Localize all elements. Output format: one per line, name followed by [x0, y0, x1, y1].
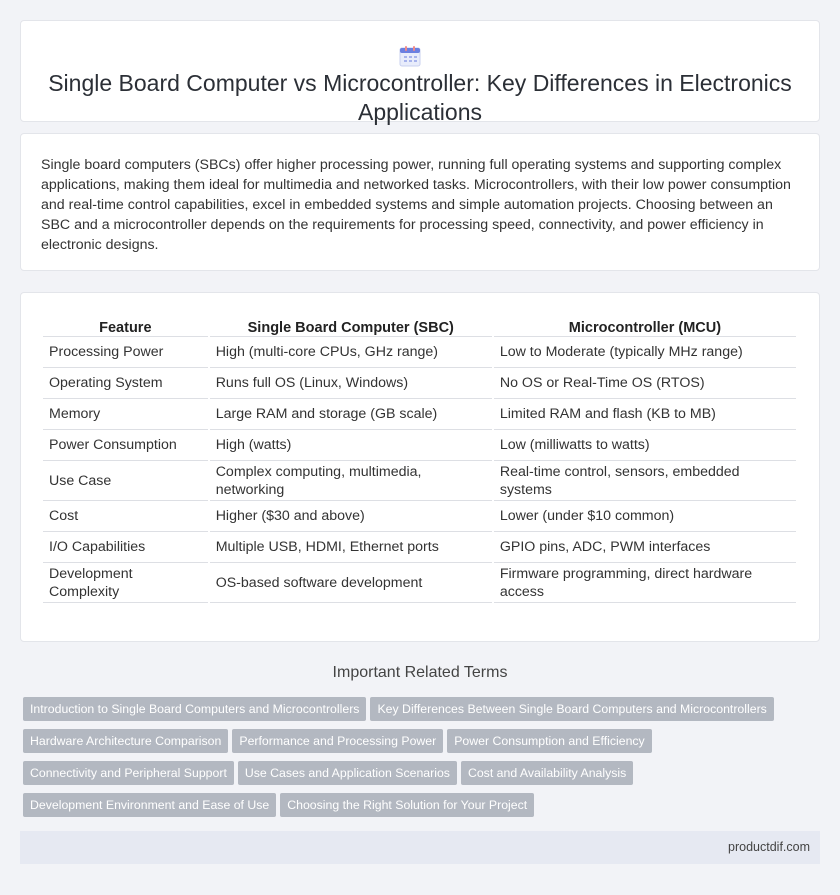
- table-row: [43, 501, 796, 532]
- title-wrap: [21, 45, 819, 127]
- sbc-cell: High (multi-core CPUs, GHz range): [210, 337, 492, 368]
- calendar-icon: [399, 45, 421, 67]
- related-tag[interactable]: Hardware Architecture Comparison: [23, 729, 228, 753]
- feature-cell: Power Consumption: [43, 430, 208, 461]
- related-tag[interactable]: Performance and Processing Power: [232, 729, 443, 753]
- feature-cell: I/O Capabilities: [43, 532, 208, 563]
- mcu-cell: Real-time control, sensors, embedded systems: [494, 461, 796, 501]
- sbc-cell: Multiple USB, HDMI, Ethernet ports: [210, 532, 492, 563]
- feature-cell: Cost: [43, 501, 208, 532]
- sbc-cell: Higher ($30 and above): [210, 501, 492, 532]
- table-row: [43, 399, 796, 430]
- mcu-cell: Lower (under $10 common): [494, 501, 796, 532]
- footer: [20, 831, 820, 864]
- comparison-table: [41, 315, 798, 603]
- feature-cell: Memory: [43, 399, 208, 430]
- related-tag[interactable]: Power Consumption and Efficiency: [447, 729, 651, 753]
- related-tag[interactable]: Key Differences Between Single Board Computers and Microcontrollers: [370, 697, 773, 721]
- table-row: [43, 563, 796, 603]
- sbc-cell: Large RAM and storage (GB scale): [210, 399, 492, 430]
- related-tag[interactable]: Development Environment and Ease of Use: [23, 793, 276, 817]
- table-row: [43, 368, 796, 399]
- related-terms-title: Important Related Terms: [332, 664, 508, 681]
- footer-site-link[interactable]: productdif.com: [728, 840, 810, 854]
- feature-cell: Operating System: [43, 368, 208, 399]
- header-card: [20, 20, 820, 125]
- table-row: [43, 532, 796, 563]
- header-mcu: Microcontroller (MCU): [494, 315, 796, 337]
- mcu-cell: No OS or Real-Time OS (RTOS): [494, 368, 796, 399]
- sbc-cell: Runs full OS (Linux, Windows): [210, 368, 492, 399]
- sbc-cell: Complex computing, multimedia, networking: [210, 461, 492, 501]
- related-tag[interactable]: Choosing the Right Solution for Your Project: [280, 793, 534, 817]
- intro-card: [20, 133, 820, 271]
- related-tag[interactable]: Cost and Availability Analysis: [461, 761, 633, 785]
- mcu-cell: GPIO pins, ADC, PWM interfaces: [494, 532, 796, 563]
- mcu-cell: Low (milliwatts to watts): [494, 430, 796, 461]
- sbc-cell: OS-based software development: [210, 563, 492, 603]
- page-title: Single Board Computer vs Microcontroller: Key Differences in Electronics Applications: [48, 70, 792, 125]
- table-row: [43, 430, 796, 461]
- tag-row: [23, 729, 783, 761]
- table-header-row: [43, 315, 796, 337]
- header-sbc: Single Board Computer (SBC): [210, 315, 492, 337]
- header-feature: Feature: [43, 315, 208, 337]
- feature-cell: Use Case: [43, 461, 208, 501]
- related-tags: [23, 697, 783, 825]
- related-tag[interactable]: Connectivity and Peripheral Support: [23, 761, 234, 785]
- related-tag[interactable]: Use Cases and Application Scenarios: [238, 761, 457, 785]
- feature-cell: Processing Power: [43, 337, 208, 368]
- tag-row: [23, 761, 783, 793]
- sbc-cell: High (watts): [210, 430, 492, 461]
- intro-paragraph: Single board computers (SBCs) offer higher processing power, running full operating systems and supporting complex applications, making them ideal for multimedia and networked tasks. Microcontrollers, with their low power consumption and real-time control capabilities, excel in embedded systems and simple automation projects. Choosing between an SBC and a microcontroller depends on the requirements for processing speed, connectivity, and power efficiency in electronic designs.: [41, 157, 791, 253]
- comparison-card: [20, 292, 820, 642]
- mcu-cell: Low to Moderate (typically MHz range): [494, 337, 796, 368]
- mcu-cell: Limited RAM and flash (KB to MB): [494, 399, 796, 430]
- tag-row: [23, 793, 783, 825]
- tag-row: [23, 697, 783, 729]
- related-tag[interactable]: Introduction to Single Board Computers and Microcontrollers: [23, 697, 366, 721]
- table-row: [43, 461, 796, 501]
- table-row: [43, 337, 796, 368]
- feature-cell: Development Complexity: [43, 563, 208, 603]
- mcu-cell: Firmware programming, direct hardware access: [494, 563, 796, 603]
